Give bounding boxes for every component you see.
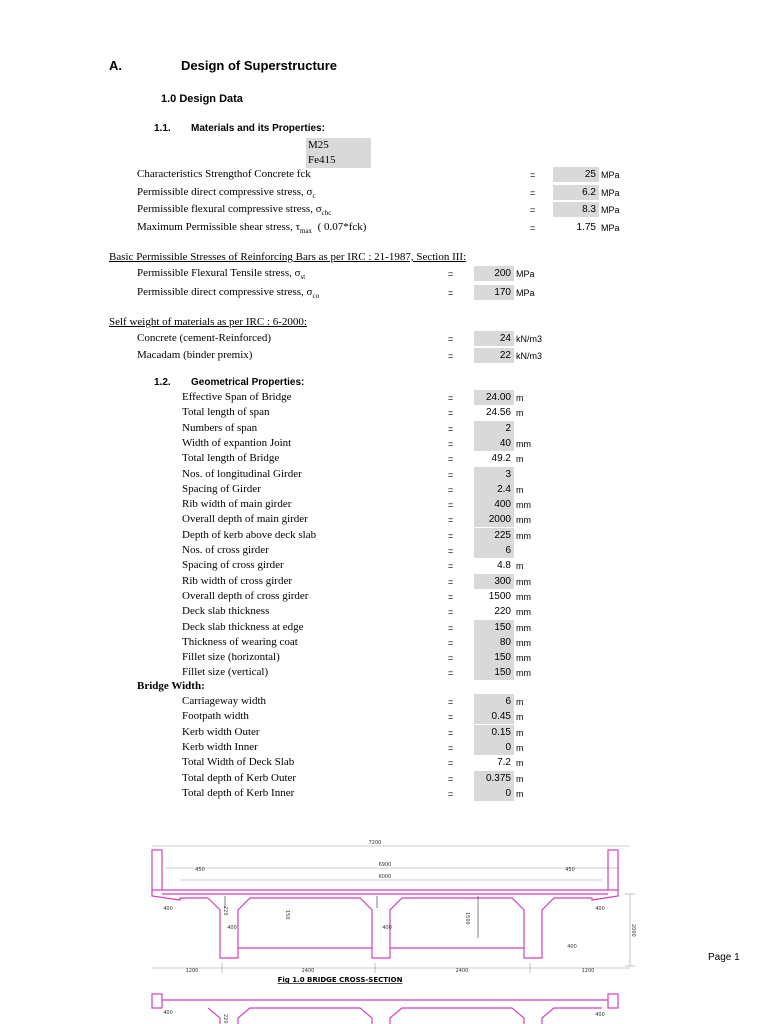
row-unit: m [516, 393, 524, 403]
row-label-text: Permissible direct compressive stress, σ [137, 185, 313, 198]
row-equals: = [448, 423, 454, 434]
row-equals: = [448, 637, 454, 648]
lower-label-3: 400 [595, 1012, 605, 1018]
row-value: 7.2 [497, 757, 511, 769]
row-label-text: Total Width of Deck Slab [182, 756, 295, 769]
row-label [182, 726, 260, 738]
row-label [182, 741, 258, 753]
row-equals: = [448, 788, 454, 799]
row-equals: = [448, 758, 454, 769]
row-label [137, 203, 331, 217]
row-equals: = [448, 591, 454, 602]
row-label-text: Permissible Flexural Tensile stress, σ [137, 267, 301, 279]
row-unit: mm [516, 622, 531, 633]
row-equals: = [448, 561, 454, 572]
row-label [182, 498, 291, 510]
row-label-subscript: max [300, 226, 313, 235]
row-unit: mm [516, 515, 531, 526]
row-label [182, 513, 308, 525]
row-equals: = [530, 222, 536, 233]
row-label [182, 666, 268, 678]
row-label-text: Overall depth of cross girder [182, 589, 309, 602]
row-label-text: Nos. of longitudinal Girder [182, 467, 302, 480]
bridge-width-heading: Bridge Width: [137, 680, 205, 692]
dim-carriage: 6000 [378, 874, 392, 880]
row-label-text: Numbers of span [182, 421, 258, 434]
drawing-caption: Fig 1.0 BRIDGE CROSS-SECTION [277, 976, 403, 984]
dim-kerb: 150 [284, 910, 290, 920]
row-unit: m [516, 561, 524, 572]
steel-grade: Fe415 [306, 153, 371, 168]
row-label [182, 544, 269, 556]
row-unit: m [516, 773, 524, 784]
row-unit: mm [516, 438, 531, 449]
row-label-text: Overall depth of main girder [182, 513, 308, 526]
dim-bottom-1: 1200 [185, 968, 199, 974]
row-unit: MPa [601, 170, 620, 180]
row-value: 24 [474, 331, 514, 346]
row-label-text: Footpath width [182, 710, 249, 723]
row-equals: = [448, 438, 454, 449]
row-equals: = [448, 607, 454, 618]
row-label-text: Macadam (binder premix) [137, 349, 253, 361]
row-value: 8.3 [553, 202, 599, 217]
row-unit: MPa [601, 222, 620, 233]
row-label [182, 756, 294, 768]
row-label [182, 559, 284, 571]
row-value: 170 [474, 285, 514, 300]
row-label-text: Spacing of Girder [182, 482, 261, 495]
row-equals: = [448, 530, 454, 541]
row-value: 0 [474, 740, 514, 755]
row-equals: = [448, 668, 454, 679]
row-label-text: Carriageway width [182, 695, 266, 707]
row-label [137, 186, 316, 200]
row-value: 300 [474, 574, 514, 589]
dim-rib-3: 400 [567, 944, 577, 950]
row-label-text: Kerb width Inner [182, 740, 258, 753]
row-equals: = [530, 187, 536, 198]
lower-label-2: 220 [222, 1014, 228, 1024]
row-value: 40 [474, 436, 514, 451]
row-equals: = [448, 697, 454, 707]
row-label-text: Total length of span [182, 406, 270, 419]
row-label-text: Width of expantion Joint [182, 436, 292, 449]
row-unit: m [516, 758, 524, 769]
row-equals: = [448, 546, 454, 556]
row-value: 150 [474, 620, 514, 635]
row-value: 2000 [474, 512, 514, 527]
row-equals: = [448, 712, 454, 723]
row-unit: kN/m3 [516, 334, 543, 344]
row-value: 0.375 [474, 771, 514, 786]
row-unit: m [516, 742, 524, 753]
row-equals: = [448, 408, 454, 419]
row-label-suffix: ( 0.07*fck) [312, 220, 367, 233]
row-label [137, 286, 319, 300]
row-equals: = [448, 773, 454, 784]
row-value: 150 [474, 650, 514, 665]
row-value: 6 [474, 694, 514, 709]
row-label-text: Total depth of Kerb Inner [182, 786, 295, 799]
row-value: 0.45 [474, 709, 514, 724]
row-label [137, 221, 366, 235]
row-label-text: Characteristics Strengthof Concrete fck [137, 168, 311, 180]
row-unit: mm [516, 500, 531, 511]
row-value: 3 [474, 467, 514, 482]
row-label-text: Effective Span of Bridge [182, 391, 292, 403]
row-equals: = [448, 576, 454, 587]
row-label [137, 332, 271, 344]
row-equals: = [448, 334, 454, 344]
dim-bottom-2: 2400 [301, 968, 315, 974]
row-unit: mm [516, 607, 531, 618]
row-unit: mm [516, 530, 531, 541]
self-weight-heading: Self weight of materials as per IRC : 6-2000: [109, 316, 307, 328]
row-label-text: Fillet size (horizontal) [182, 651, 280, 664]
row-equals: = [448, 269, 454, 279]
row-unit: mm [516, 653, 531, 664]
row-label-text: Rib width of cross girder [182, 574, 292, 587]
row-unit: MPa [516, 269, 535, 279]
dim-inner: 6900 [378, 862, 392, 868]
row-label-text: Kerb width Outer [182, 725, 260, 738]
row-equals: = [448, 454, 454, 465]
row-value: 220 [494, 606, 511, 618]
row-value: 24.00 [474, 390, 514, 405]
dim-depth: 2000 [630, 924, 636, 937]
row-unit: m [516, 712, 524, 723]
row-equals: = [448, 288, 454, 298]
dim-bottom-4: 1200 [581, 968, 595, 974]
row-unit: m [516, 697, 524, 707]
row-label [182, 483, 261, 495]
row-value: 2.4 [474, 482, 514, 497]
row-value: 0.15 [474, 725, 514, 740]
row-value: 2 [474, 421, 514, 436]
row-value: 22 [474, 348, 514, 363]
section-letter: A. [109, 58, 122, 73]
row-equals: = [448, 622, 454, 633]
row-label-subscript: cbc [321, 209, 332, 218]
row-equals: = [448, 351, 454, 361]
row-label [182, 651, 280, 663]
row-label [137, 267, 305, 281]
row-unit: m [516, 408, 524, 419]
row-value: 24.56 [485, 407, 511, 419]
row-equals: = [530, 170, 536, 180]
row-label-text: Nos. of cross girder [182, 544, 269, 556]
row-value: 0 [474, 786, 514, 801]
row-value: 1500 [488, 590, 511, 602]
row-unit: mm [516, 591, 531, 602]
page-label: Page 1 [708, 952, 740, 963]
row-equals: = [448, 484, 454, 495]
row-label-text: Concrete (cement-Reinforced) [137, 332, 272, 344]
dim-footpath-right: 450 [565, 867, 575, 873]
row-unit: kN/m3 [516, 351, 543, 361]
row-label-text: Fillet size (vertical) [182, 666, 269, 679]
row-value: 6 [474, 543, 514, 558]
row-equals: = [448, 515, 454, 526]
row-equals: = [530, 205, 536, 215]
row-unit: mm [516, 668, 531, 679]
row-label [182, 621, 304, 633]
dim-edge-right: 400 [595, 906, 605, 912]
row-unit: m [516, 484, 524, 495]
row-unit: MPa [601, 187, 620, 198]
row-value: 1.75 [576, 221, 596, 233]
row-label-text: Permissible flexural compressive stress, σ [137, 203, 322, 215]
row-label [182, 695, 266, 707]
row-equals: = [448, 742, 454, 753]
lower-label-1: 400 [163, 1010, 173, 1016]
section-title: Design of Superstructure [181, 58, 338, 73]
row-equals: = [448, 727, 454, 738]
row-label-text: Permissible direct compressive stress, σ [137, 286, 313, 298]
materials-heading: Materials and its Properties: [191, 123, 325, 134]
reinforcing-heading: Basic Permissible Stresses of Reinforcing Bars as per IRC : 21-1987, Section III: [109, 251, 467, 263]
row-label [182, 437, 291, 449]
row-label [182, 605, 269, 617]
concrete-grade: M25 [306, 138, 371, 153]
row-unit: mm [516, 637, 531, 648]
row-label [182, 468, 302, 480]
bridge-cross-section-drawing [140, 838, 660, 1024]
row-label [182, 787, 294, 799]
row-equals: = [448, 653, 454, 664]
row-label-text: Spacing of cross girder [182, 559, 284, 572]
row-unit: m [516, 454, 524, 465]
row-unit: MPa [516, 288, 535, 298]
row-value: 200 [474, 266, 514, 281]
dim-cross: 1500 [464, 912, 470, 925]
geometry-heading: Geometrical Properties: [191, 377, 305, 388]
row-label-subscript: st [300, 273, 306, 282]
row-value: 6.2 [553, 185, 599, 200]
row-unit: mm [516, 576, 531, 587]
dim-slab: 220 [222, 906, 228, 916]
row-label [137, 349, 252, 361]
row-value: 150 [474, 665, 514, 680]
row-equals: = [448, 500, 454, 511]
row-label-text: Rib width of main girder [182, 498, 292, 511]
row-label [182, 391, 291, 403]
dim-rib-2: 400 [382, 925, 392, 931]
row-value: 49.2 [491, 453, 511, 465]
row-label-text: Maximum Permissible shear stress, τ [137, 220, 300, 233]
row-label-text: Total length of Bridge [182, 452, 280, 465]
row-label-text: Deck slab thickness at edge [182, 620, 304, 633]
row-value: 400 [474, 497, 514, 512]
row-label [182, 772, 296, 784]
dim-bottom-3: 2400 [455, 968, 469, 974]
row-label [137, 168, 311, 180]
row-unit: MPa [601, 205, 620, 215]
row-label [182, 710, 249, 722]
row-label [182, 575, 292, 587]
row-label-subscript: c [312, 191, 316, 200]
row-label-text: Depth of kerb above deck slab [182, 528, 317, 541]
row-label-text: Total depth of Kerb Outer [182, 771, 297, 784]
row-equals: = [448, 469, 454, 480]
dim-total: 7200 [368, 840, 382, 846]
row-label [182, 422, 257, 434]
row-equals: = [448, 393, 454, 403]
row-label-subscript: co [312, 292, 320, 301]
dim-rib-1: 400 [227, 925, 237, 931]
row-label [182, 406, 270, 418]
dim-edge-left: 400 [163, 906, 173, 912]
materials-heading-num: 1.1. [154, 123, 171, 134]
row-label [182, 590, 308, 602]
row-value: 25 [553, 167, 599, 182]
row-value: 225 [474, 528, 514, 543]
design-data-heading: 1.0 Design Data [161, 93, 243, 105]
row-unit: m [516, 788, 524, 799]
row-label [182, 636, 298, 648]
row-value: 80 [474, 635, 514, 650]
row-unit: m [516, 727, 524, 738]
row-label [182, 452, 279, 464]
row-label-text: Deck slab thickness [182, 605, 270, 618]
geometry-heading-num: 1.2. [154, 377, 171, 388]
dim-footpath-left: 450 [195, 867, 205, 873]
row-label-text: Thickness of wearing coat [182, 635, 298, 648]
row-value: 4.8 [497, 560, 511, 572]
row-label [182, 529, 316, 541]
